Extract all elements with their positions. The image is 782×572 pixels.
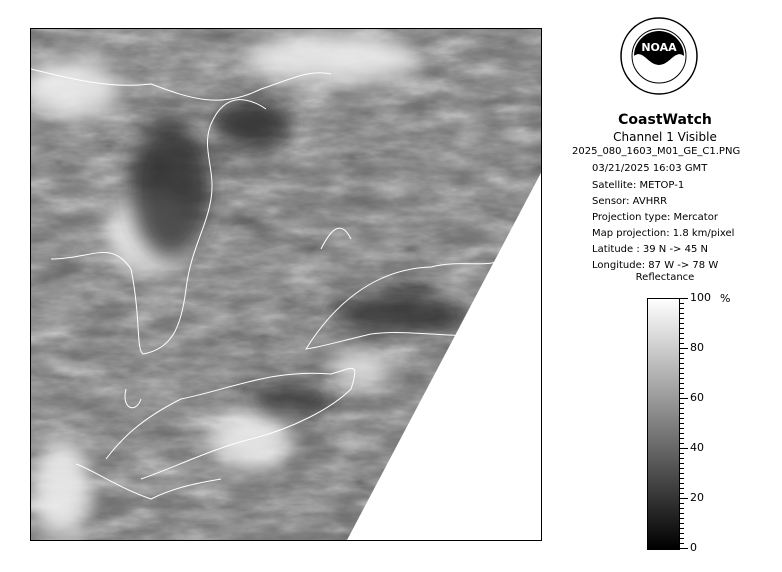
colorbar-tick-label: 80: [690, 341, 704, 354]
colorbar-tick-label: 100: [690, 291, 711, 304]
colorbar-minor-tick: [680, 303, 684, 304]
colorbar-minor-tick: [680, 528, 684, 529]
colorbar-minor-tick: [680, 378, 684, 379]
colorbar-label: Reflectance: [635, 272, 695, 283]
colorbar-minor-tick: [680, 493, 684, 494]
colorbar-minor-tick: [680, 433, 684, 434]
colorbar-minor-tick: [680, 523, 684, 524]
colorbar-minor-tick: [680, 323, 684, 324]
filename-label: 2025_080_1603_M01_GE_C1.PNG: [572, 146, 741, 157]
colorbar-major-tick: [680, 398, 688, 399]
colorbar-minor-tick: [680, 488, 684, 489]
colorbar-minor-tick: [680, 438, 684, 439]
colorbar-tick-label: 20: [690, 491, 704, 504]
satellite-label: Satellite: METOP-1: [592, 180, 685, 191]
colorbar-minor-tick: [680, 408, 684, 409]
colorbar-minor-tick: [680, 458, 684, 459]
map-projection-label: Map projection: 1.8 km/pixel: [592, 228, 735, 239]
colorbar-tick-label: 0: [690, 541, 697, 554]
colorbar-minor-tick: [680, 308, 684, 309]
reflectance-colorbar: [647, 298, 680, 550]
colorbar-minor-tick: [680, 478, 684, 479]
colorbar-minor-tick: [680, 483, 684, 484]
colorbar-minor-tick: [680, 538, 684, 539]
colorbar-minor-tick: [680, 313, 684, 314]
projection-type-label: Projection type: Mercator: [592, 212, 718, 223]
colorbar-unit: %: [720, 292, 731, 305]
colorbar-minor-tick: [680, 423, 684, 424]
colorbar-minor-tick: [680, 328, 684, 329]
channel-label: Channel 1 Visible: [613, 130, 717, 144]
colorbar-minor-tick: [680, 333, 684, 334]
colorbar-minor-tick: [680, 543, 684, 544]
colorbar-minor-tick: [680, 533, 684, 534]
colorbar-minor-tick: [680, 318, 684, 319]
colorbar-minor-tick: [680, 338, 684, 339]
colorbar-minor-tick: [680, 358, 684, 359]
colorbar-minor-tick: [680, 418, 684, 419]
colorbar-minor-tick: [680, 368, 684, 369]
colorbar-minor-tick: [680, 508, 684, 509]
sensor-label: Sensor: AVHRR: [592, 196, 668, 207]
colorbar-major-tick: [680, 548, 688, 549]
colorbar-minor-tick: [680, 403, 684, 404]
logo-text: NOAA: [641, 41, 677, 54]
colorbar-minor-tick: [680, 393, 684, 394]
colorbar-minor-tick: [680, 428, 684, 429]
colorbar-minor-tick: [680, 518, 684, 519]
colorbar-tick-label: 40: [690, 441, 704, 454]
satellite-image: [30, 28, 542, 541]
colorbar-minor-tick: [680, 383, 684, 384]
colorbar-minor-tick: [680, 513, 684, 514]
colorbar-minor-tick: [680, 463, 684, 464]
colorbar-minor-tick: [680, 413, 684, 414]
colorbar-minor-tick: [680, 453, 684, 454]
colorbar-minor-tick: [680, 503, 684, 504]
longitude-label: Longitude: 87 W -> 78 W: [592, 260, 719, 271]
noaa-logo: [620, 17, 698, 95]
colorbar-minor-tick: [680, 373, 684, 374]
colorbar-minor-tick: [680, 353, 684, 354]
colorbar-minor-tick: [680, 468, 684, 469]
datetime-label: 03/21/2025 16:03 GMT: [592, 163, 708, 174]
colorbar-minor-tick: [680, 473, 684, 474]
latitude-label: Latitude : 39 N -> 45 N: [592, 244, 708, 255]
colorbar-major-tick: [680, 348, 688, 349]
colorbar-major-tick: [680, 448, 688, 449]
colorbar-major-tick: [680, 498, 688, 499]
satellite-imagery-svg: [31, 29, 542, 541]
colorbar-tick-label: 60: [690, 391, 704, 404]
colorbar-minor-tick: [680, 388, 684, 389]
brand-title: CoastWatch: [618, 112, 712, 128]
colorbar-minor-tick: [680, 443, 684, 444]
colorbar-minor-tick: [680, 343, 684, 344]
colorbar-major-tick: [680, 298, 688, 299]
colorbar-minor-tick: [680, 363, 684, 364]
